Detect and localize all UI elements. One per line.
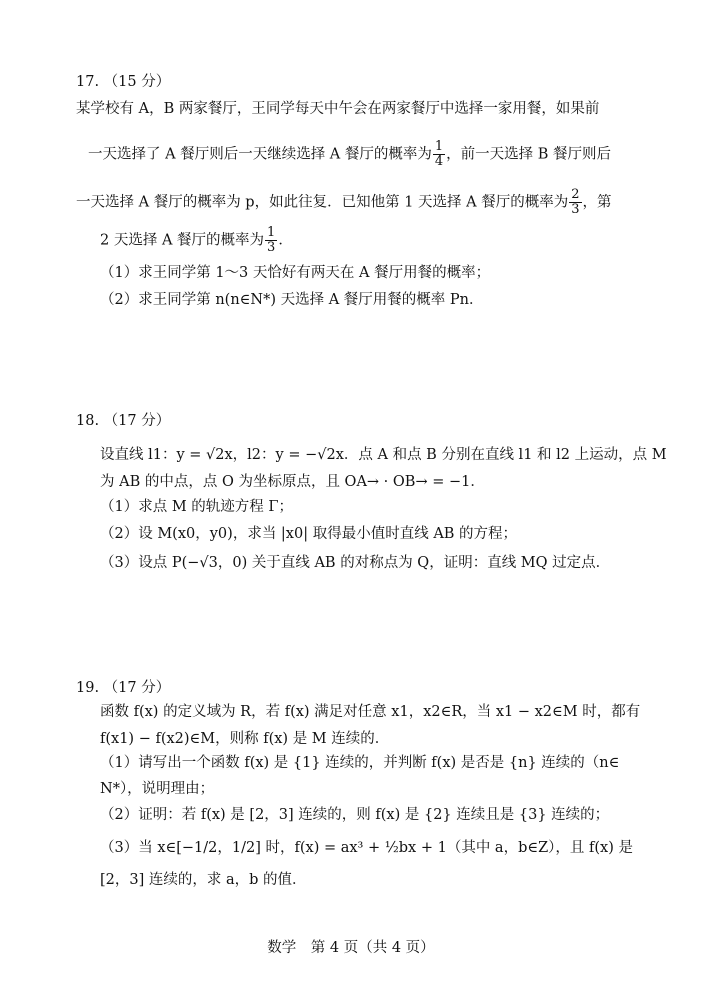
problem-19-question-3a: （3）当 x∈[−1/2，1/2] 时，f(x) = ax³ + ½bx + 1（其中 a，b∈Z），且 f(x) 是 bbox=[100, 840, 633, 856]
problem-19-line-2: f(x1) − f(x2)∈M，则称 f(x) 是 M 连续的． bbox=[100, 731, 390, 747]
problem-19-question-2: （2）证明：若 f(x) 是 [2，3] 连续的，则 f(x) 是 {2} 连续且是 {3} 连续的； bbox=[100, 807, 610, 823]
problem-19-question-3b: [2，3] 连续的，求 a，b 的值． bbox=[100, 872, 307, 888]
problem-17-question-1: （1）求王同学第 1～3 天恰好有两天在 A 餐厅用餐的概率； bbox=[100, 265, 491, 281]
problem-18-line-1: 设直线 l1：y = √2x，l2：y = −√2x．点 A 和点 B 分别在直线 l1 和 l2 上运动，点 M bbox=[100, 447, 667, 463]
fraction: $\frac{1}{3}$ bbox=[267, 225, 276, 255]
problem-17-header bbox=[76, 72, 170, 92]
fraction: $\frac{2}{3}$ bbox=[571, 187, 580, 217]
problem-number: 17. bbox=[76, 74, 100, 90]
problem-18-question-1: （1）求点 M 的轨迹方程 Γ； bbox=[100, 499, 293, 515]
problem-19-question-1a: （1）请写出一个函数 f(x) 是 {1} 连续的，并判断 f(x) 是否是 {n} 连续的（n∈ bbox=[100, 755, 620, 771]
problem-19-header bbox=[76, 678, 170, 698]
problem-score: （17 分） bbox=[103, 413, 171, 429]
problem-19-question-1b: N*），说明理由； bbox=[100, 781, 215, 797]
page-footer: 数学 第 4 页（共 4 页） bbox=[267, 940, 435, 956]
problem-number: 18. bbox=[76, 413, 100, 429]
problem-18-header bbox=[76, 411, 170, 431]
problem-18-line-2: 为 AB 的中点，点 O 为坐标原点，且 OA→ · OB→ = −1． bbox=[100, 474, 485, 490]
problem-17-line-3: 一天选择 A 餐厅的概率为 p，如此往复．已知他第 1 天选择 A 餐厅的概率为 $\frac{2}{3}$ ，第 bbox=[76, 187, 612, 217]
problem-18-question-3: （3）设点 P(−√3，0) 关于直线 AB 的对称点为 Q，证明：直线 MQ 过定点． bbox=[100, 555, 611, 571]
problem-19-line-1: 函数 f(x) 的定义域为 R，若 f(x) 满足对任意 x1，x2∈R，当 x1 − x2∈M 时，都有 bbox=[100, 704, 641, 720]
problem-17-line-1: 某学校有 A，B 两家餐厅，王同学每天中午会在两家餐厅中选择一家用餐，如果前 bbox=[76, 101, 600, 117]
problem-score: （15 分） bbox=[103, 74, 171, 90]
fraction: $\frac{1}{4}$ bbox=[434, 139, 444, 169]
problem-17-question-2: （2）求王同学第 n(n∈N*) 天选择 A 餐厅用餐的概率 Pn． bbox=[100, 292, 484, 308]
problem-17-line-4: 2 天选择 A 餐厅的概率为 $\frac{1}{3}$ ． bbox=[100, 225, 293, 255]
problem-number: 19. bbox=[76, 680, 100, 696]
problem-18-question-2: （2）设 M(x0，y0)，求当 |x0| 取得最小值时直线 AB 的方程； bbox=[100, 526, 518, 542]
problem-17-line-2: 一天选择了 A 餐厅则后一天继续选择 A 餐厅的概率为 $\frac{1}{4}$ ，前一天选择 B 餐厅则后 bbox=[88, 139, 612, 169]
problem-score: （17 分） bbox=[103, 680, 171, 696]
